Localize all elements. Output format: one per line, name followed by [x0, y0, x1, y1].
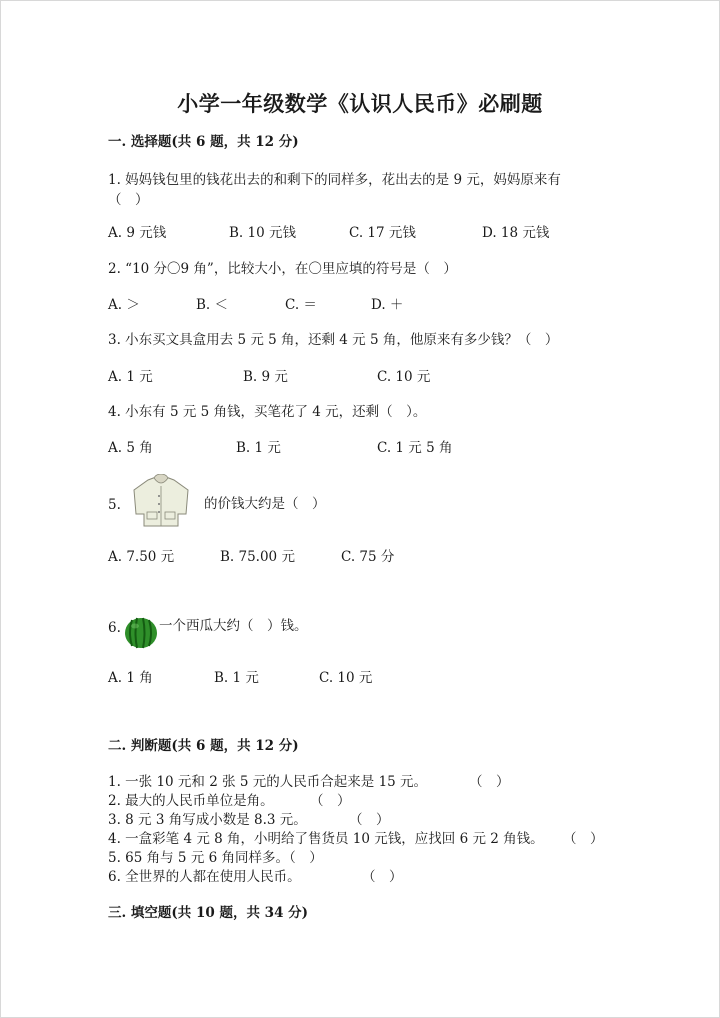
q2-option-b: B. ＜	[196, 297, 229, 313]
judge-item-3-paren: （ ）	[349, 812, 390, 828]
q4-option-a: A. 5 角	[108, 440, 153, 456]
q1-option-b: B. 10 元钱	[229, 225, 296, 241]
q2-option-a: A. ＞	[108, 297, 140, 313]
q2-option-d: D. ＋	[371, 297, 404, 313]
q3-text: 3. 小东买文具盒用去 5 元 5 角，还剩 4 元 5 角，他原来有多少钱？（ ）	[108, 332, 559, 348]
judge-item-3: 3. 8 元 3 角写成小数是 8.3 元。	[108, 812, 307, 828]
judge-item-6-paren: （ ）	[362, 869, 403, 885]
q3-option-b: B. 9 元	[243, 369, 288, 385]
judge-item-4: 4. 一盒彩笔 4 元 8 角，小明给了售货员 10 元钱，应找回 6 元 2 角钱。	[108, 831, 544, 847]
judge-item-1-paren: （ ）	[469, 774, 510, 790]
q5-text: 的价钱大约是（ ）	[204, 496, 326, 512]
judge-item-1: 1. 一张 10 元和 2 张 5 元的人民币合起来是 15 元。	[108, 774, 428, 790]
q3-option-c: C. 10 元	[377, 369, 431, 385]
q3-option-a: A. 1 元	[108, 369, 153, 385]
watermelon-icon	[124, 617, 158, 649]
q6-number: 6.	[108, 620, 121, 636]
judge-item-4-paren: （ ）	[563, 831, 604, 847]
judge-item-6: 6. 全世界的人都在使用人民币。	[108, 869, 301, 885]
q1-paren: （ ）	[108, 192, 149, 208]
q5-option-a: A. 7.50 元	[108, 549, 175, 565]
q5-number: 5.	[108, 497, 121, 513]
q4-option-c: C. 1 元 5 角	[377, 440, 453, 456]
section2-heading: 二. 判断题(共 6 题，共 12 分)	[108, 738, 299, 754]
q1-option-a: A. 9 元钱	[108, 225, 167, 241]
q1-option-d: D. 18 元钱	[482, 225, 550, 241]
q4-text: 4. 小东有 5 元 5 角钱，买笔花了 4 元，还剩（ ）。	[108, 404, 427, 420]
q6-text: 一个西瓜大约（ ）钱。	[159, 618, 308, 634]
q1-option-c: C. 17 元钱	[349, 225, 416, 241]
q1-text: 1. 妈妈钱包里的钱花出去的和剩下的同样多，花出去的是 9 元，妈妈原来有	[108, 172, 561, 188]
judge-item-2-paren: （ ）	[310, 793, 351, 809]
q2-text: 2. “10 分〇9 角”，比较大小，在〇里应填的符号是（ ）	[108, 261, 457, 277]
watermelon-image	[124, 617, 158, 649]
jacket-icon	[128, 474, 194, 528]
q5-option-c: C. 75 分	[341, 549, 395, 565]
q6-option-c: C. 10 元	[319, 670, 373, 686]
q4-option-b: B. 1 元	[236, 440, 281, 456]
jacket-image	[128, 474, 194, 528]
q6-option-a: A. 1 角	[108, 670, 153, 686]
q5-option-b: B. 75.00 元	[220, 549, 295, 565]
q2-option-c: C. ＝	[285, 297, 317, 313]
judge-item-5: 5. 65 角与 5 元 6 角同样多。（ ）	[108, 850, 323, 866]
page-title: 小学一年级数学《认识人民币》必刷题	[177, 91, 543, 116]
section1-heading: 一. 选择题(共 6 题，共 12 分)	[108, 134, 299, 150]
section3-heading: 三. 填空题(共 10 题，共 34 分)	[108, 905, 309, 921]
q6-option-b: B. 1 元	[214, 670, 259, 686]
judge-item-2: 2. 最大的人民币单位是角。	[108, 793, 274, 809]
